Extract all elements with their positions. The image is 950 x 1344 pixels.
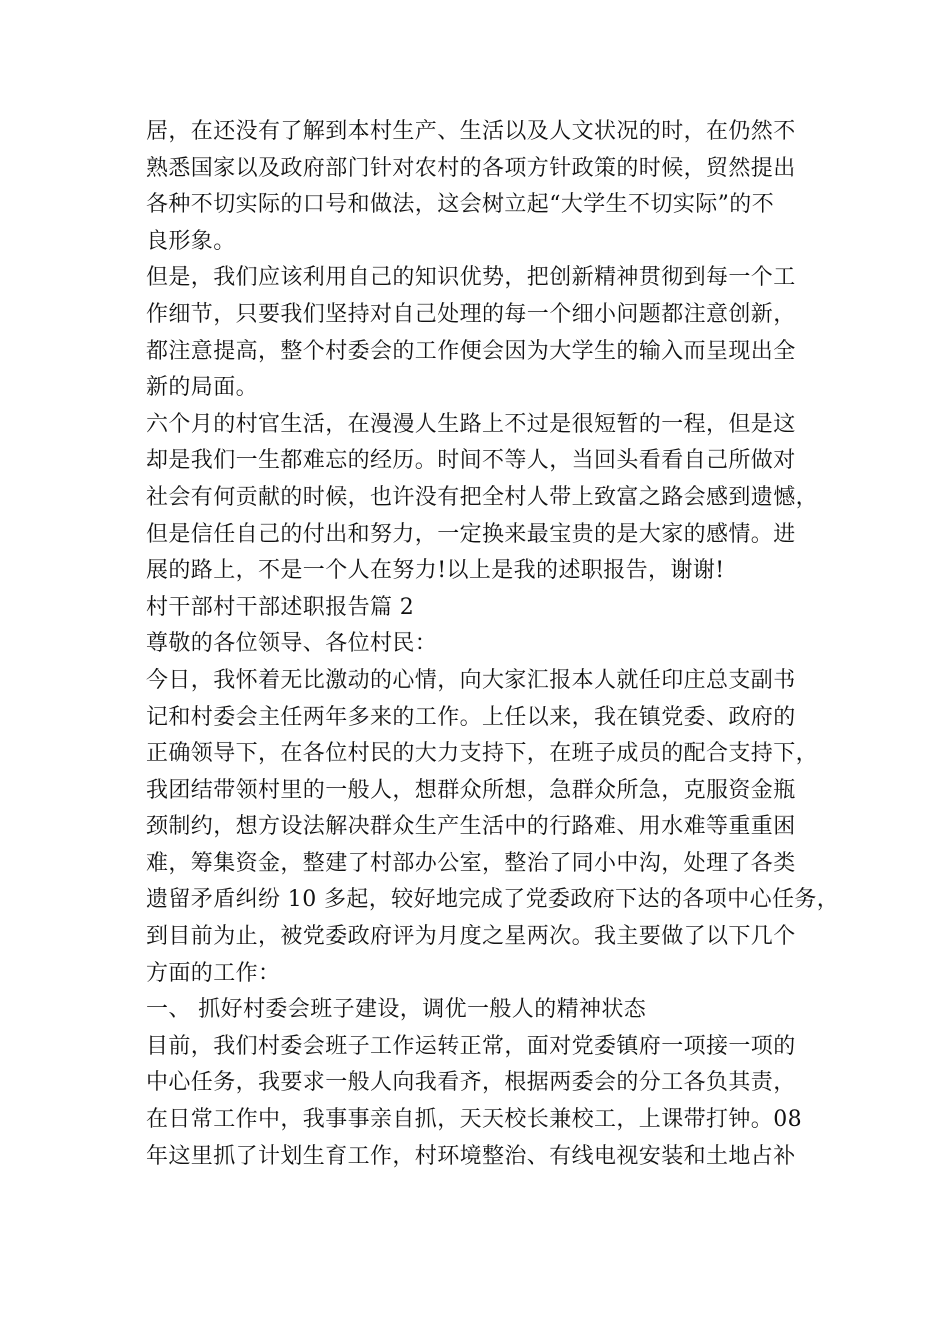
text-line: 方面的工作： (146, 960, 281, 986)
text-line: 熟悉国家以及政府部门针对农村的各项方针政策的时候，贸然提出 (146, 155, 796, 181)
text-line: 各种不切实际的口号和做法，这会树立起“大学生不切实际”的不 (146, 192, 775, 218)
subsection-heading: 一、 抓好村委会班子建设，调优一般人的精神状态 (146, 997, 647, 1023)
text-line: 新的局面。 (146, 375, 259, 401)
text-line: 遗留矛盾纠纷 10 多起，较好地完成了党委政府下达的各项中心任务， (146, 887, 840, 913)
text-line: 展的路上，不是一个人在努力!以上是我的述职报告，谢谢! (146, 558, 725, 584)
text-line: 良形象。 (146, 228, 236, 254)
text-line: 但是信任自己的付出和努力，一定换来最宝贵的是大家的感情。进 (146, 521, 796, 547)
text-line: 颈制约，想方设法解决群众生产生活中的行路难、用水难等重重困 (146, 814, 796, 840)
text-line: 我团结带领村里的一般人，想群众所想，急群众所急，克服资金瓶 (146, 777, 796, 803)
salutation: 尊敬的各位领导、各位村民： (146, 631, 438, 657)
text-line: 难，筹集资金，整建了村部办公室，整治了同小中沟，处理了各类 (146, 850, 796, 876)
text-line: 社会有何贡献的时候，也许没有把全村人带上致富之路会感到遗憾， (146, 484, 819, 510)
text-line: 到目前为止，被党委政府评为月度之星两次。我主要做了以下几个 (146, 924, 796, 950)
text-line: 中心任务，我要求一般人向我看齐，根据两委会的分工各负其责， (146, 1070, 796, 1096)
text-line: 目前，我们村委会班子工作运转正常，面对党委镇府一项接一项的 (146, 1033, 796, 1059)
text-line: 年这里抓了计划生育工作，村环境整治、有线电视安装和土地占补 (146, 1143, 796, 1169)
text-line: 正确领导下，在各位村民的大力支持下，在班子成员的配合支持下， (146, 741, 819, 767)
text-line: 但是，我们应该利用自己的知识优势，把创新精神贯彻到每一个工 (146, 265, 796, 291)
text-line: 六个月的村官生活，在漫漫人生路上不过是很短暂的一程，但是这 (146, 411, 796, 437)
text-line: 居，在还没有了解到本村生产、生活以及人文状况的时，在仍然不 (146, 119, 796, 144)
text-line: 却是我们一生都难忘的经历。时间不等人，当回头看看自己所做对 (146, 448, 796, 474)
text-line: 作细节，只要我们坚持对自己处理的每一个细小问题都注意创新， (146, 301, 796, 327)
text-line: 记和村委会主任两年多来的工作。上任以来，我在镇党委、政府的 (146, 704, 796, 730)
document-body (146, 114, 840, 1175)
text-line: 都注意提高，整个村委会的工作便会因为大学生的输入而呈现出全 (146, 338, 796, 364)
section-heading: 村干部村干部述职报告篇 2 (146, 594, 415, 620)
text-line: 在日常工作中，我事事亲自抓，天天校长兼校工，上课带打钟。08 (146, 1107, 802, 1133)
text-line: 今日，我怀着无比激动的心情，向大家汇报本人就任印庄总支副书 (146, 667, 796, 693)
